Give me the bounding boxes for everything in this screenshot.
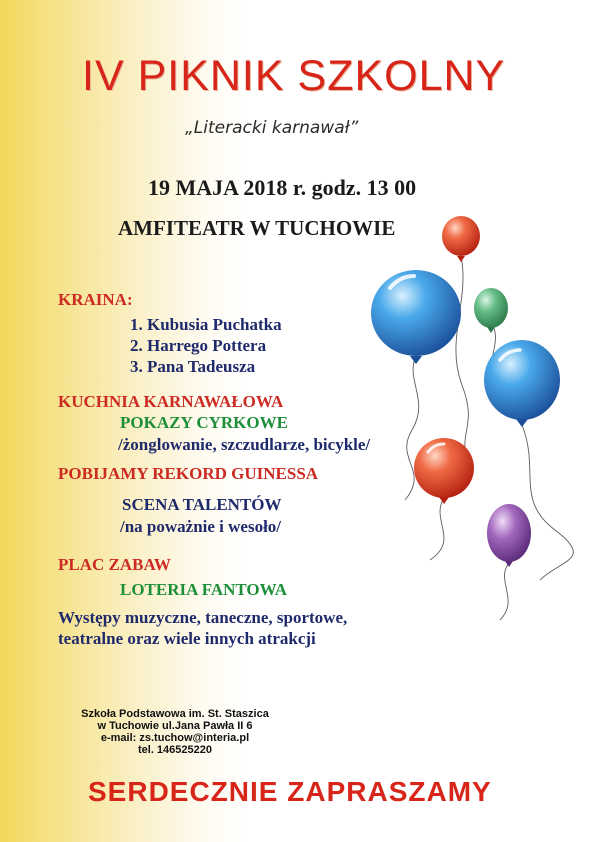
pokazy-detail: /żonglowanie, szczudlarze, bicykle/: [118, 435, 371, 454]
poster-title: IV PIKNIK SZKOLNY: [82, 52, 506, 100]
kraina-heading: KRAINA:: [58, 290, 133, 309]
blue-balloon-large-icon: [371, 270, 461, 364]
school-address: w Tuchowie ul.Jana Pawła II 6: [97, 720, 253, 732]
kuchnia-heading: KUCHNIA KARNAWAŁOWA: [58, 392, 284, 411]
green-balloon-icon: [474, 288, 508, 333]
closing-invitation: SERDECZNIE ZAPRASZAMY: [88, 776, 492, 807]
rekord-heading: POBIJAMY REKORD GUINESSA: [58, 464, 319, 483]
kraina-item-2: 2. Harrego Pottera: [130, 336, 267, 355]
poster-subtitle: „Literacki karnawał”: [185, 118, 359, 138]
school-name: Szkoła Podstawowa im. St. Staszica: [81, 708, 269, 720]
school-photo: [250, 520, 600, 790]
scena-detail: /na poważnie i wesoło/: [120, 517, 282, 536]
blue-balloon-right-icon: [484, 340, 560, 427]
scena-heading: SCENA TALENTÓW: [122, 495, 282, 514]
event-venue: AMFITEATR W TUCHOWIE: [118, 216, 396, 240]
school-email: e-mail: zs.tuchow@interia.pl: [100, 732, 250, 744]
wystepy-line-1: Występy muzyczne, taneczne, sportowe,: [58, 608, 348, 627]
school-contact: [50, 708, 300, 756]
pokazy-heading: POKAZY CYRKOWE: [120, 413, 288, 432]
loteria-heading: LOTERIA FANTOWA: [120, 580, 288, 599]
red-balloon-icon: [414, 438, 474, 504]
plac-heading: PLAC ZABAW: [58, 555, 171, 574]
event-date: 19 MAJA 2018 r. godz. 13 00: [148, 175, 417, 200]
wystepy-line-2: teatralne oraz wiele innych atrakcji: [58, 629, 316, 648]
red-balloon-small-icon: [442, 216, 480, 262]
kraina-item-3: 3. Pana Tadeusza: [130, 357, 256, 376]
kraina-item-1: 1. Kubusia Puchatka: [130, 315, 282, 334]
school-phone: tel. 146525220: [137, 744, 212, 756]
